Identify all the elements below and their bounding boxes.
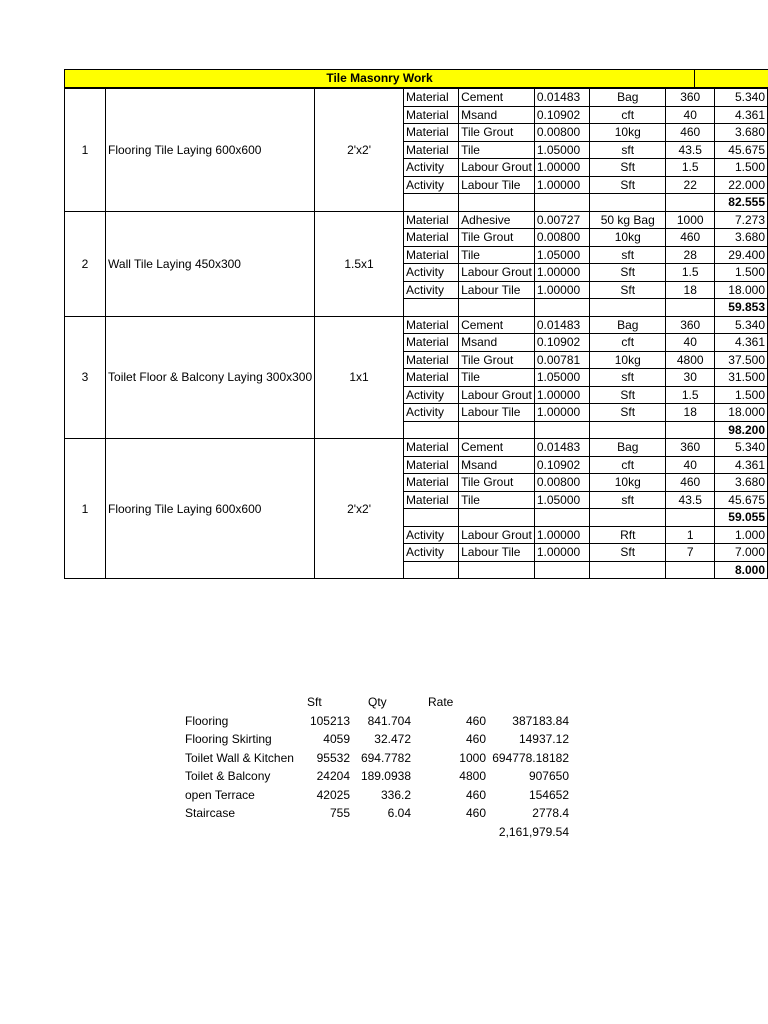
coeff-cell: 0.01483	[534, 439, 589, 457]
group-total: 59.055	[715, 509, 768, 527]
summary-rate: 460	[465, 787, 486, 802]
type-cell: Activity	[403, 281, 458, 299]
summary-amount: 14937.12	[518, 732, 569, 746]
item-cell: Labour Tile	[459, 404, 535, 422]
empty-cell	[403, 561, 458, 579]
type-cell: Material	[403, 141, 458, 159]
item-cell: Labour Grout	[459, 386, 535, 404]
summary-label: Toilet Wall & Kitchen	[185, 750, 294, 765]
unit-cell: Rft	[590, 526, 666, 544]
item-cell: Labour Grout	[459, 264, 535, 282]
summary-qty: 189.0938	[360, 769, 411, 783]
unit-cell: Bag	[590, 89, 666, 107]
table-row	[65, 316, 768, 334]
empty-cell	[459, 509, 535, 527]
amount-cell: 1.500	[715, 386, 768, 404]
coeff-cell: 1.05000	[534, 369, 589, 387]
type-cell: Material	[403, 491, 458, 509]
coeff-cell: 0.01483	[534, 316, 589, 334]
unit-cell: 10kg	[590, 351, 666, 369]
amount-cell: 4.361	[715, 106, 768, 124]
empty-cell	[590, 561, 666, 579]
amount-cell: 31.500	[715, 369, 768, 387]
table-row	[65, 211, 768, 229]
rate-cell: 40	[666, 334, 715, 352]
group-number: 1	[65, 439, 106, 579]
rate-cell: 1	[666, 526, 715, 544]
coeff-cell: 0.01483	[534, 89, 589, 107]
unit-cell: 10kg	[590, 474, 666, 492]
summary-amount: 387183.84	[512, 713, 569, 728]
coeff-cell: 1.00000	[534, 281, 589, 299]
item-cell: Msand	[459, 106, 535, 124]
amount-cell: 29.400	[715, 246, 768, 264]
empty-cell	[403, 194, 458, 212]
summary-amount: 154652	[528, 787, 569, 802]
summary-qty: 841.704	[367, 713, 411, 728]
type-cell: Material	[403, 439, 458, 457]
coeff-cell: 0.00800	[534, 229, 589, 247]
type-cell: Activity	[403, 404, 458, 422]
unit-cell: Sft	[590, 281, 666, 299]
unit-cell: cft	[590, 106, 666, 124]
item-cell: Labour Grout	[459, 159, 535, 177]
empty-cell	[666, 421, 715, 439]
summary-label: Flooring	[185, 713, 229, 728]
item-cell: Labour Grout	[459, 526, 535, 544]
empty-cell	[590, 299, 666, 317]
summary-sft: 95532	[316, 750, 350, 765]
summary-rate: 460	[465, 806, 486, 820]
summary-qty: 336.2	[380, 787, 411, 802]
rate-cell: 360	[666, 89, 715, 107]
empty-cell	[534, 421, 589, 439]
empty-cell	[590, 194, 666, 212]
summary-rate: 1000	[459, 750, 486, 765]
empty-cell	[590, 509, 666, 527]
coeff-cell: 1.05000	[534, 491, 589, 509]
empty-cell	[459, 299, 535, 317]
coeff-cell: 1.00000	[534, 386, 589, 404]
empty-cell	[534, 299, 589, 317]
rate-cell: 40	[666, 106, 715, 124]
amount-cell: 4.361	[715, 456, 768, 474]
type-cell: Material	[403, 369, 458, 387]
item-cell: Tile Grout	[459, 474, 535, 492]
type-cell: Activity	[403, 264, 458, 282]
item-cell: Tile Grout	[459, 351, 535, 369]
summary-qty: 694.7782	[360, 750, 411, 765]
table-row	[65, 439, 768, 457]
coeff-cell: 1.05000	[534, 141, 589, 159]
rate-cell: 360	[666, 316, 715, 334]
summary-grand-total: 2,161,979.54	[498, 824, 569, 839]
item-cell: Msand	[459, 456, 535, 474]
unit-cell: Sft	[590, 386, 666, 404]
coeff-cell: 0.00800	[534, 124, 589, 142]
masonry-table	[64, 88, 768, 579]
rate-cell: 40	[666, 456, 715, 474]
coeff-cell: 1.00000	[534, 404, 589, 422]
rate-cell: 43.5	[666, 491, 715, 509]
amount-cell: 1.000	[715, 526, 768, 544]
empty-cell	[590, 421, 666, 439]
summary-amount: 907650	[528, 769, 569, 783]
coeff-cell: 0.00781	[534, 351, 589, 369]
summary-label: Staircase	[185, 806, 236, 820]
unit-cell: sft	[590, 246, 666, 264]
rate-cell: 460	[666, 229, 715, 247]
unit-cell: Sft	[590, 176, 666, 194]
type-cell: Activity	[403, 526, 458, 544]
coeff-cell: 1.00000	[534, 526, 589, 544]
item-cell: Tile	[459, 369, 535, 387]
summary-sft: 24204	[316, 769, 350, 783]
group-description: Flooring Tile Laying 600x600	[106, 439, 315, 579]
item-cell: Cement	[459, 316, 535, 334]
group-tile-size: 1x1	[315, 316, 404, 439]
rate-cell: 43.5	[666, 141, 715, 159]
empty-cell	[459, 194, 535, 212]
amount-cell: 4.361	[715, 334, 768, 352]
type-cell: Material	[403, 474, 458, 492]
summary-qty: 32.472	[374, 732, 411, 746]
summary-header-rate: Rate	[428, 695, 454, 709]
amount-cell: 3.680	[715, 124, 768, 142]
empty-cell	[534, 194, 589, 212]
amount-cell: 3.680	[715, 229, 768, 247]
summary-amount: 694778.18182	[492, 750, 569, 765]
empty-cell	[403, 421, 458, 439]
amount-cell: 1.500	[715, 159, 768, 177]
empty-cell	[459, 561, 535, 579]
group-description: Wall Tile Laying 450x300	[106, 211, 315, 316]
group-tile-size: 2'x2'	[315, 439, 404, 579]
amount-cell: 7.273	[715, 211, 768, 229]
item-cell: Tile	[459, 141, 535, 159]
item-cell: Tile	[459, 491, 535, 509]
coeff-cell: 1.05000	[534, 246, 589, 264]
rate-cell: 1000	[666, 211, 715, 229]
rate-cell: 360	[666, 439, 715, 457]
coeff-cell: 1.00000	[534, 544, 589, 562]
type-cell: Material	[403, 246, 458, 264]
item-cell: Tile Grout	[459, 124, 535, 142]
item-cell: Tile	[459, 246, 535, 264]
item-cell: Msand	[459, 334, 535, 352]
coeff-cell: 0.10902	[534, 456, 589, 474]
type-cell: Material	[403, 229, 458, 247]
unit-cell: cft	[590, 456, 666, 474]
type-cell: Activity	[403, 544, 458, 562]
empty-cell	[666, 299, 715, 317]
rate-cell: 4800	[666, 351, 715, 369]
empty-cell	[666, 509, 715, 527]
type-cell: Activity	[403, 159, 458, 177]
coeff-cell: 0.00800	[534, 474, 589, 492]
group-tile-size: 2'x2'	[315, 89, 404, 212]
unit-cell: 10kg	[590, 229, 666, 247]
rate-cell: 7	[666, 544, 715, 562]
empty-cell	[534, 561, 589, 579]
summary-header-sft: Sft	[307, 695, 322, 709]
group-description: Toilet Floor & Balcony Laying 300x300	[106, 316, 315, 439]
summary-sft: 42025	[316, 787, 350, 802]
amount-cell: 45.675	[715, 141, 768, 159]
coeff-cell: 1.00000	[534, 176, 589, 194]
unit-cell: Sft	[590, 404, 666, 422]
rate-cell: 1.5	[666, 159, 715, 177]
type-cell: Material	[403, 124, 458, 142]
empty-cell	[666, 194, 715, 212]
group-total: 59.853	[715, 299, 768, 317]
unit-cell: Bag	[590, 316, 666, 334]
summary-header-qty: Qty	[368, 695, 387, 709]
group-number: 2	[65, 211, 106, 316]
amount-cell: 5.340	[715, 439, 768, 457]
unit-cell: Sft	[590, 264, 666, 282]
rate-cell: 460	[666, 124, 715, 142]
summary-amount: 2778.4	[532, 806, 569, 820]
unit-cell: 10kg	[590, 124, 666, 142]
amount-cell: 22.000	[715, 176, 768, 194]
rate-cell: 1.5	[666, 264, 715, 282]
type-cell: Activity	[403, 176, 458, 194]
group-description: Flooring Tile Laying 600x600	[106, 89, 315, 212]
summary-rate: 4800	[459, 769, 486, 783]
amount-cell: 18.000	[715, 404, 768, 422]
empty-cell	[666, 561, 715, 579]
unit-cell: 50 kg Bag	[590, 211, 666, 229]
unit-cell: sft	[590, 491, 666, 509]
summary-sft: 755	[329, 806, 350, 820]
amount-cell: 18.000	[715, 281, 768, 299]
item-cell: Cement	[459, 439, 535, 457]
item-cell: Tile Grout	[459, 229, 535, 247]
group-total: 8.000	[715, 561, 768, 579]
amount-cell: 45.675	[715, 491, 768, 509]
amount-cell: 1.500	[715, 264, 768, 282]
item-cell: Labour Tile	[459, 176, 535, 194]
amount-cell: 37.500	[715, 351, 768, 369]
type-cell: Material	[403, 106, 458, 124]
rate-cell: 18	[666, 281, 715, 299]
summary-rate: 460	[465, 713, 486, 728]
coeff-cell: 0.00727	[534, 211, 589, 229]
coeff-cell: 0.10902	[534, 334, 589, 352]
sheet-title: Tile Masonry Work	[64, 69, 695, 88]
type-cell: Material	[403, 456, 458, 474]
unit-cell: sft	[590, 141, 666, 159]
rate-cell: 30	[666, 369, 715, 387]
item-cell: Adhesive	[459, 211, 535, 229]
group-number: 3	[65, 316, 106, 439]
type-cell: Material	[403, 89, 458, 107]
empty-cell	[534, 509, 589, 527]
item-cell: Cement	[459, 89, 535, 107]
type-cell: Material	[403, 334, 458, 352]
type-cell: Material	[403, 351, 458, 369]
type-cell: Activity	[403, 386, 458, 404]
table-row	[65, 89, 768, 107]
unit-cell: cft	[590, 334, 666, 352]
amount-cell: 5.340	[715, 316, 768, 334]
unit-cell: Bag	[590, 439, 666, 457]
coeff-cell: 0.10902	[534, 106, 589, 124]
rate-cell: 1.5	[666, 386, 715, 404]
group-total: 82.555	[715, 194, 768, 212]
type-cell: Material	[403, 211, 458, 229]
empty-cell	[403, 509, 458, 527]
group-number: 1	[65, 89, 106, 212]
rate-cell: 460	[666, 474, 715, 492]
summary-qty: 6.04	[387, 806, 411, 820]
item-cell: Labour Tile	[459, 281, 535, 299]
summary-label: Flooring Skirting	[185, 732, 272, 746]
amount-cell: 5.340	[715, 89, 768, 107]
rate-cell: 22	[666, 176, 715, 194]
summary-label: open Terrace	[185, 787, 255, 802]
coeff-cell: 1.00000	[534, 159, 589, 177]
group-tile-size: 1.5x1	[315, 211, 404, 316]
empty-cell	[403, 299, 458, 317]
empty-cell	[459, 421, 535, 439]
summary-label: Toilet & Balcony	[185, 769, 271, 783]
group-total: 98.200	[715, 421, 768, 439]
unit-cell: sft	[590, 369, 666, 387]
coeff-cell: 1.00000	[534, 264, 589, 282]
amount-cell: 7.000	[715, 544, 768, 562]
summary-sft: 4059	[323, 732, 350, 746]
rate-cell: 28	[666, 246, 715, 264]
rate-cell: 18	[666, 404, 715, 422]
item-cell: Labour Tile	[459, 544, 535, 562]
type-cell: Material	[403, 316, 458, 334]
amount-cell: 3.680	[715, 474, 768, 492]
unit-cell: Sft	[590, 544, 666, 562]
summary-sft: 105213	[309, 713, 350, 728]
unit-cell: Sft	[590, 159, 666, 177]
summary-rate: 460	[465, 732, 486, 746]
